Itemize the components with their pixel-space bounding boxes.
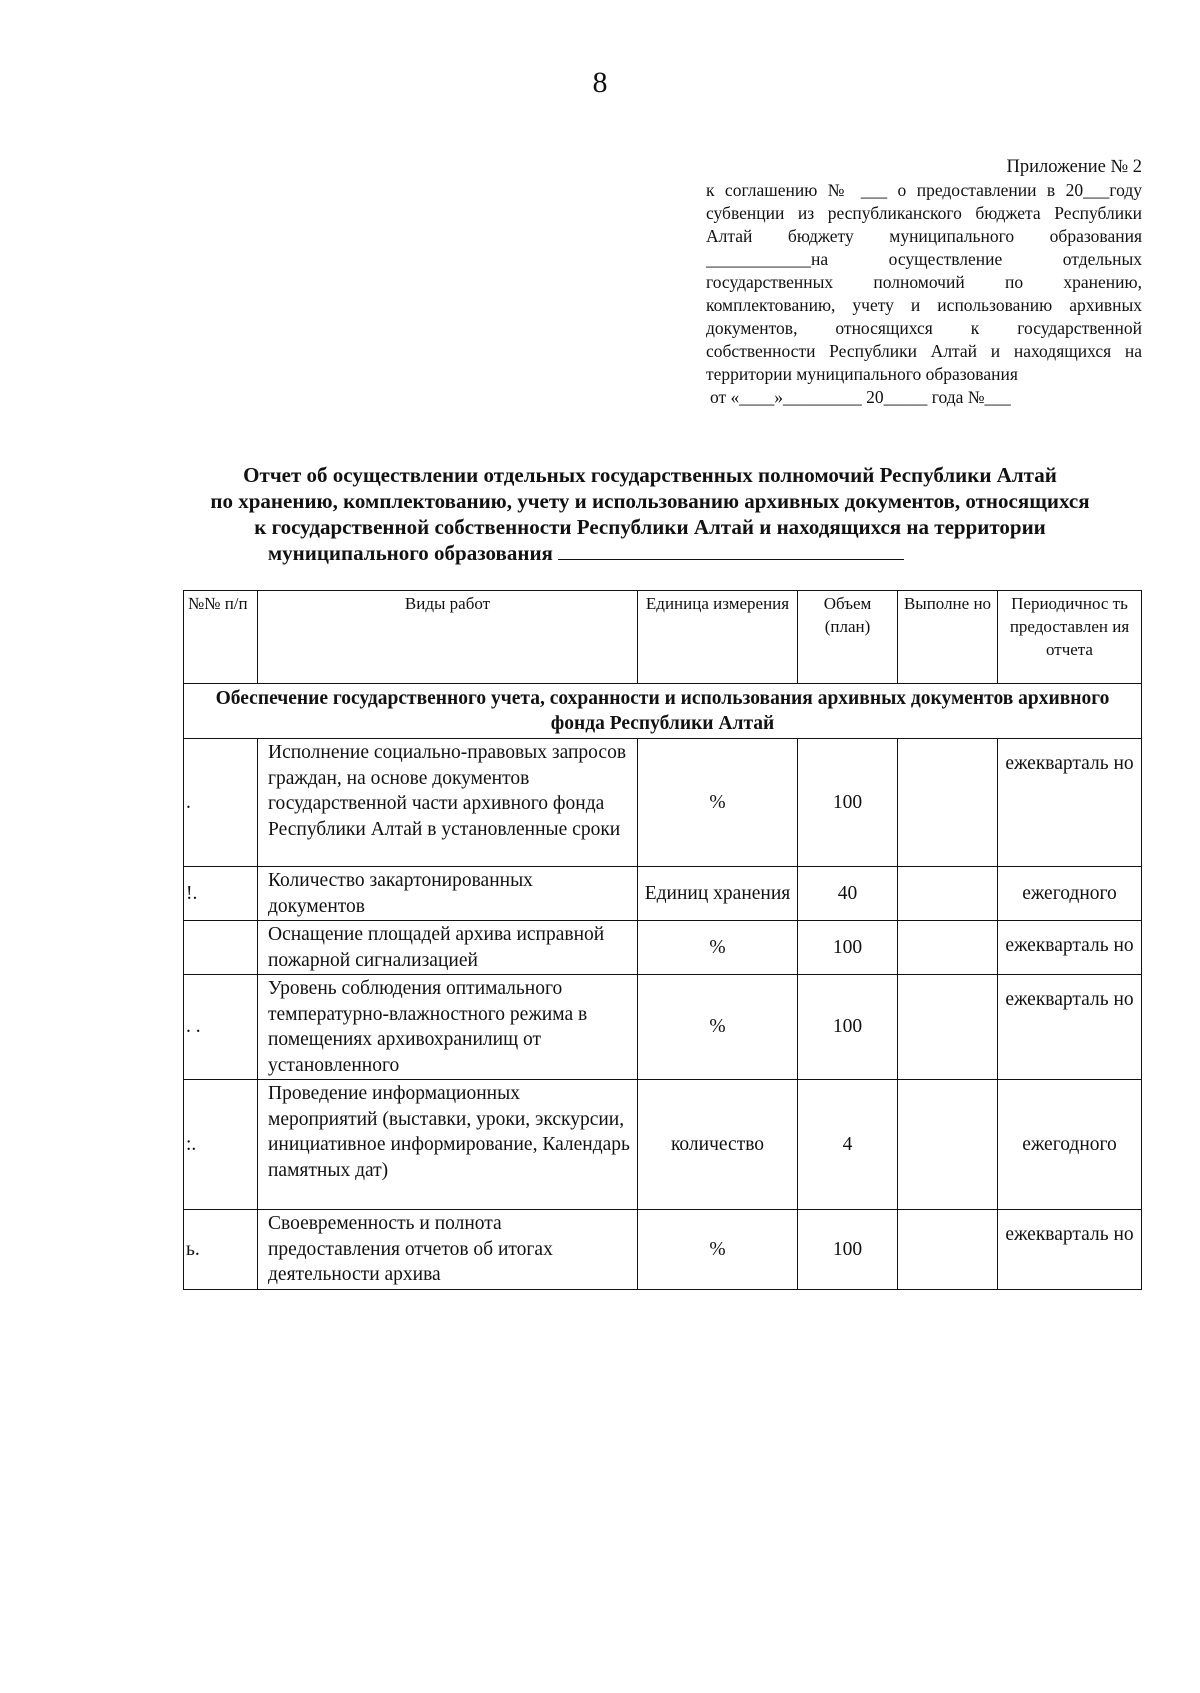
row-period: ежекварталь но xyxy=(998,739,1142,867)
table-row xyxy=(184,739,1142,867)
row-unit: Единиц хранения xyxy=(638,867,798,921)
section-title: Обеспечение государственного учета, сохранности и использования архивных документов архивного фонда Республики Алтай xyxy=(184,684,1142,739)
row-unit: количество xyxy=(638,1080,798,1210)
report-title-line: к государственной собственности Республики Алтай и находящихся на территории xyxy=(254,515,1046,539)
header-done: Выполне но xyxy=(898,591,998,684)
row-num: . . xyxy=(184,975,258,1080)
row-unit: % xyxy=(638,1210,798,1290)
row-work: Своевременность и полнота предоставления отчетов об итогах деятельности архива xyxy=(258,1210,638,1290)
appendix-date-line: от «____»_________ 20_____ года №___ xyxy=(710,387,1011,407)
row-plan: 100 xyxy=(798,1210,898,1290)
row-work: Количество закартонированных документов xyxy=(258,867,638,921)
row-num: ь. xyxy=(184,1210,258,1290)
row-num xyxy=(184,921,258,975)
section-row xyxy=(184,684,1142,739)
row-work: Исполнение социально-правовых запросов граждан, на основе документов государственной части архивного фонда Республики Алтай в установленные сроки xyxy=(258,739,638,867)
report-title xyxy=(150,462,1150,566)
row-period: ежегодного xyxy=(998,1080,1142,1210)
table-row xyxy=(184,867,1142,921)
row-plan: 40 xyxy=(798,867,898,921)
row-num: . xyxy=(184,739,258,867)
row-period: ежегодного xyxy=(998,867,1142,921)
header-period: Периодичнос ть предоставлен ия отчета xyxy=(998,591,1142,684)
report-table xyxy=(183,590,1142,1290)
table-header-row xyxy=(184,591,1142,684)
municipality-blank xyxy=(558,558,904,560)
report-title-line: по хранению, комплектованию, учету и использованию архивных документов, относящихся xyxy=(210,489,1090,513)
row-done xyxy=(898,975,998,1080)
table-row xyxy=(184,975,1142,1080)
row-period: ежекварталь но xyxy=(998,1210,1142,1290)
row-unit: % xyxy=(638,739,798,867)
row-done xyxy=(898,867,998,921)
row-period: ежекварталь но xyxy=(998,975,1142,1080)
table-row xyxy=(184,1210,1142,1290)
row-num: :. xyxy=(184,1080,258,1210)
page-number: 8 xyxy=(592,66,608,99)
row-unit: % xyxy=(638,921,798,975)
row-done xyxy=(898,739,998,867)
row-done xyxy=(898,1210,998,1290)
row-work: Оснащение площадей архива исправной пожарной сигнализацией xyxy=(258,921,638,975)
row-period: ежекварталь но xyxy=(998,921,1142,975)
header-unit: Единица измерения xyxy=(638,591,798,684)
header-work: Виды работ xyxy=(258,591,638,684)
row-plan: 100 xyxy=(798,975,898,1080)
report-title-line: Отчет об осуществлении отдельных государственных полномочий Республики Алтай xyxy=(243,463,1057,487)
municipality-label: муниципального образования xyxy=(267,541,553,565)
table-row xyxy=(184,921,1142,975)
report-title-line xyxy=(150,540,1150,566)
header-num: №№ п/п xyxy=(184,591,258,684)
row-num: !. xyxy=(184,867,258,921)
table-row xyxy=(184,1080,1142,1210)
appendix-title: Приложение № 2 xyxy=(1006,157,1142,177)
row-done xyxy=(898,1080,998,1210)
appendix-body: к соглашению № ___ о предоставлении в 20___году субвенции из республиканского бюджета Республики Алтай бюджету муниципального образования ____________на осуществление отдельных государственных полномочий по хранению, комплектованию, учету и использованию архивных документов, относящихся к государственной собственности Республики Алтай и находящихся на территории муниципального образования xyxy=(706,180,1142,384)
row-plan: 100 xyxy=(798,739,898,867)
row-done xyxy=(898,921,998,975)
row-unit: % xyxy=(638,975,798,1080)
row-work: Проведение информационных мероприятий (выставки, уроки, экскурсии, инициативное информирование, Календарь памятных дат) xyxy=(258,1080,638,1210)
appendix-block xyxy=(706,156,1142,409)
row-plan: 100 xyxy=(798,921,898,975)
header-plan: Объем (план) xyxy=(798,591,898,684)
row-work: Уровень соблюдения оптимального температурно-влажностного режима в помещениях архивохранилищ от установленного xyxy=(258,975,638,1080)
row-plan: 4 xyxy=(798,1080,898,1210)
